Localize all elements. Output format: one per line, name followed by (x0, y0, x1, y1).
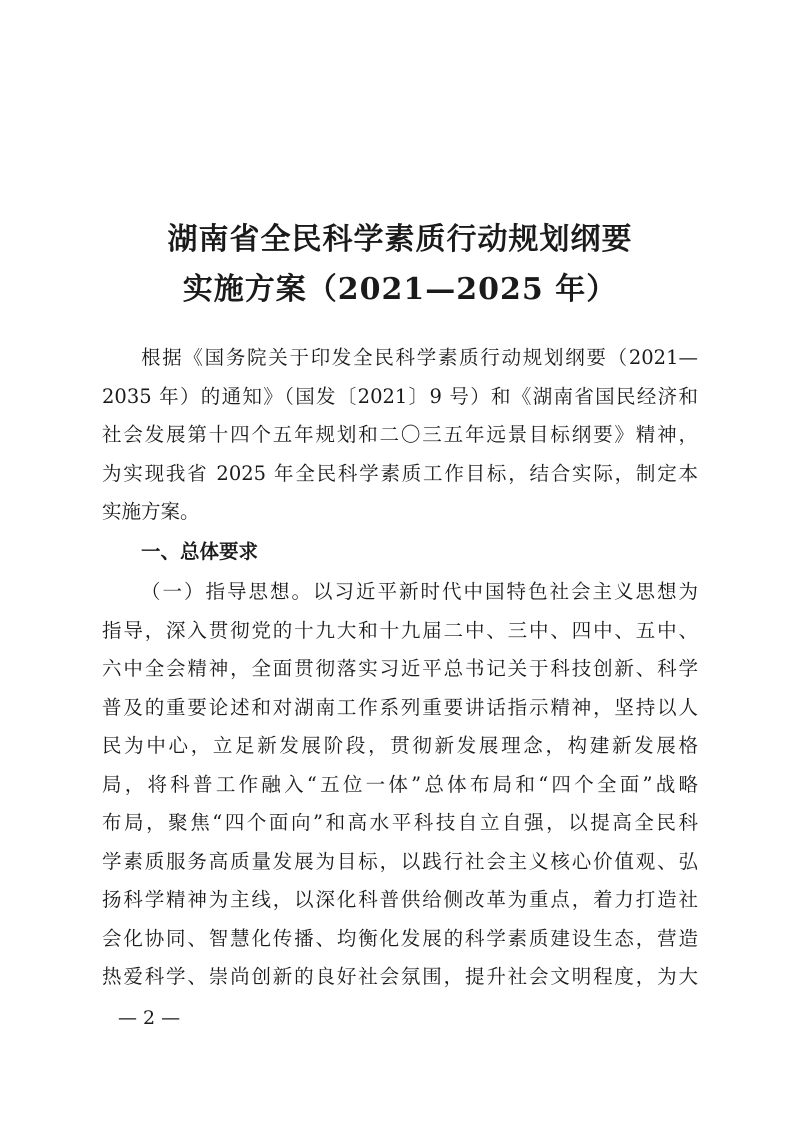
text-line: 布局，聚焦“四个面向”和高水平科技自立自强，以提高全民科 (102, 811, 698, 834)
page-number: — 2 — (118, 1007, 181, 1029)
intro-paragraph (102, 339, 698, 532)
text-line: 根据《国务院关于印发全民科学素质行动规划纲要（2021— (141, 346, 698, 369)
text-line: 社会发展第十四个五年规划和二〇三五年远景目标纲要》精神， (102, 423, 698, 446)
document-title-line-1: 湖南省全民科学素质行动规划纲要 (167, 222, 633, 257)
text-line: 学素质服务高质量发展为目标，以践行社会主义核心价值观、弘 (102, 849, 698, 873)
text-line: 实施方案。 (102, 500, 200, 523)
text-line: 普及的重要论述和对湖南工作系列重要讲话指示精神，坚持以人 (102, 695, 698, 719)
text-line: 局，将科普工作融入“五位一体”总体布局和“四个全面”战略 (102, 772, 698, 796)
guiding-ideology-paragraph (102, 573, 698, 997)
text-line: 六中全会精神，全面贯彻落实习近平总书记关于科技创新、科学 (102, 657, 698, 680)
text-line: 2035 年）的通知》（国发〔2021〕9 号）和《湖南省国民经济和 (102, 384, 698, 408)
document-title-line-2: 实施方案（2021—2025 年） (182, 272, 618, 307)
text-line: 扬科学精神为主线，以深化科普供给侧改革为重点，着力打造社 (102, 888, 698, 911)
text-line: 为实现我省 2025 年全民科学素质工作目标，结合实际，制定本 (102, 461, 698, 485)
section-heading: 一、总体要求 (141, 540, 259, 563)
text-line: 会化协同、智慧化传播、均衡化发展的科学素质建设生态，营造 (102, 926, 698, 950)
text-line: 热爱科学、崇尚创新的良好社会氛围，提升社会文明程度，为大 (102, 965, 698, 988)
text-line: 民为中心，立足新发展阶段，贯彻新发展理念，构建新发展格 (102, 734, 698, 757)
text-line: （一）指导思想。以习近平新时代中国特色社会主义思想为 (141, 580, 698, 603)
text-line: 指导，深入贯彻党的十九大和十九届二中、三中、四中、五中、 (102, 618, 698, 642)
